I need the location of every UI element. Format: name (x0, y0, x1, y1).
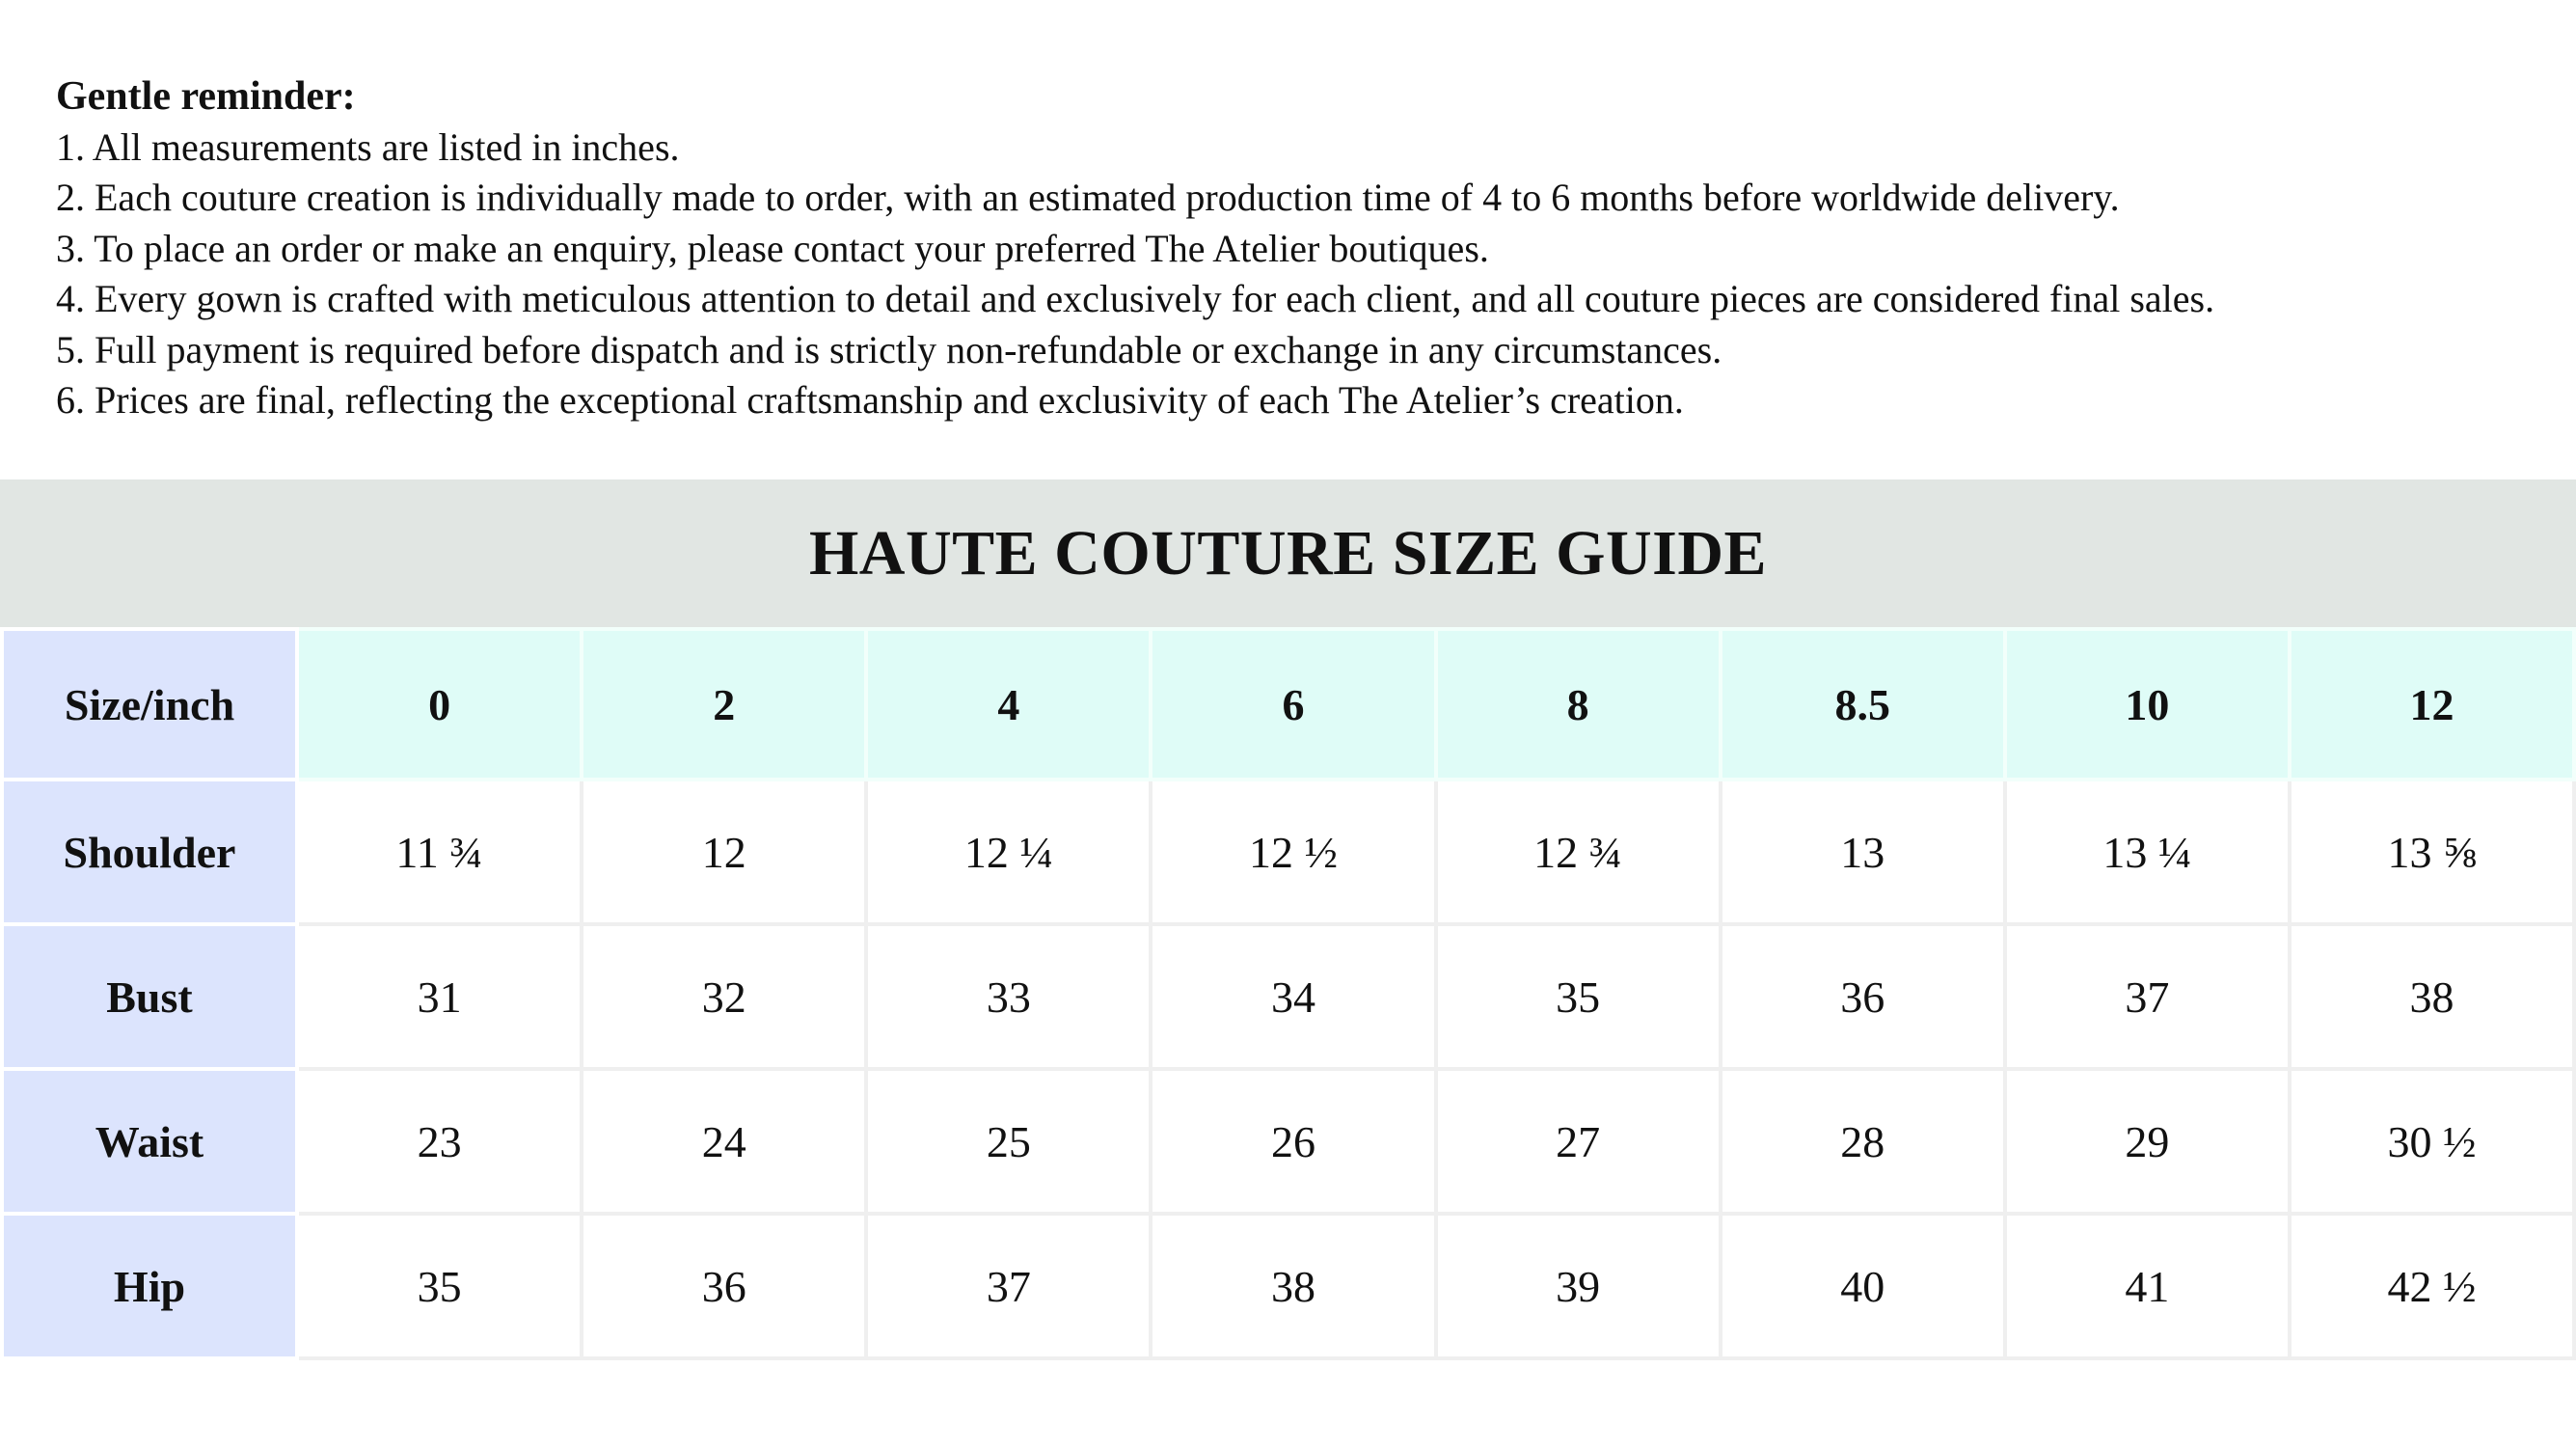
reminder-note: 5. Full payment is required before dispatch and is strictly non-refundable or exchange in any circumstances. (56, 327, 1722, 371)
size-header-label: Size/inch (2, 629, 297, 780)
row-label: Hip (2, 1214, 297, 1358)
size-table (0, 627, 2576, 1360)
reminder-note: 2. Each couture creation is individually made to order, with an estimated production time of 4 to 6 months before worldwide delivery. (56, 176, 2120, 219)
row-label: Shoulder (2, 780, 297, 924)
table-cell: 23 (297, 1069, 582, 1214)
table-cell: 11 ¾ (297, 780, 582, 924)
table-cell: 13 ¼ (2005, 780, 2290, 924)
table-cell: 29 (2005, 1069, 2290, 1214)
table-cell: 38 (2290, 924, 2574, 1069)
size-header-cell: 0 (297, 629, 582, 780)
table-row (2, 780, 2574, 924)
table-cell: 32 (582, 924, 866, 1069)
table-cell: 12 ½ (1151, 780, 1435, 924)
table-cell: 24 (582, 1069, 866, 1214)
table-cell: 35 (1436, 924, 1721, 1069)
table-cell: 37 (2005, 924, 2290, 1069)
table-cell: 31 (297, 924, 582, 1069)
size-guide-title: HAUTE COUTURE SIZE GUIDE (0, 479, 2576, 627)
size-guide (0, 479, 2576, 1360)
reminder-note: 3. To place an order or make an enquiry, please contact your preferred The Atelier boutiques. (56, 226, 1489, 270)
table-cell: 28 (1721, 1069, 2005, 1214)
row-label: Waist (2, 1069, 297, 1214)
table-row (2, 1214, 2574, 1358)
table-cell: 39 (1436, 1214, 1721, 1358)
table-row (2, 924, 2574, 1069)
gentle-reminder (56, 71, 2525, 426)
size-header-cell: 6 (1151, 629, 1435, 780)
reminder-note: 1. All measurements are listed in inches. (56, 124, 680, 169)
table-cell: 42 ½ (2290, 1214, 2574, 1358)
reminder-note: 6. Prices are final, reflecting the exceptional craftsmanship and exclusivity of each The Atelier’s creation. (56, 378, 1684, 422)
table-cell: 13 (1721, 780, 2005, 924)
size-header-row (2, 629, 2574, 780)
reminder-note: 4. Every gown is crafted with meticulous attention to detail and exclusively for each client, and all couture pieces are considered final sales. (56, 277, 2215, 320)
table-cell: 40 (1721, 1214, 2005, 1358)
row-label: Bust (2, 924, 297, 1069)
table-cell: 27 (1436, 1069, 1721, 1214)
table-row (2, 1069, 2574, 1214)
size-header-cell: 2 (582, 629, 866, 780)
table-cell: 34 (1151, 924, 1435, 1069)
reminder-heading: Gentle reminder: (56, 74, 356, 119)
table-cell: 38 (1151, 1214, 1435, 1358)
table-cell: 12 ¾ (1436, 780, 1721, 924)
size-header-cell: 8 (1436, 629, 1721, 780)
table-cell: 13 ⅝ (2290, 780, 2574, 924)
size-header-cell: 12 (2290, 629, 2574, 780)
table-cell: 26 (1151, 1069, 1435, 1214)
table-cell: 30 ½ (2290, 1069, 2574, 1214)
table-cell: 36 (582, 1214, 866, 1358)
table-cell: 37 (866, 1214, 1151, 1358)
size-header-cell: 10 (2005, 629, 2290, 780)
size-header-cell: 4 (866, 629, 1151, 780)
table-cell: 12 ¼ (866, 780, 1151, 924)
table-cell: 33 (866, 924, 1151, 1069)
table-cell: 41 (2005, 1214, 2290, 1358)
table-cell: 25 (866, 1069, 1151, 1214)
table-cell: 36 (1721, 924, 2005, 1069)
table-cell: 35 (297, 1214, 582, 1358)
size-header-cell: 8.5 (1721, 629, 2005, 780)
table-cell: 12 (582, 780, 866, 924)
